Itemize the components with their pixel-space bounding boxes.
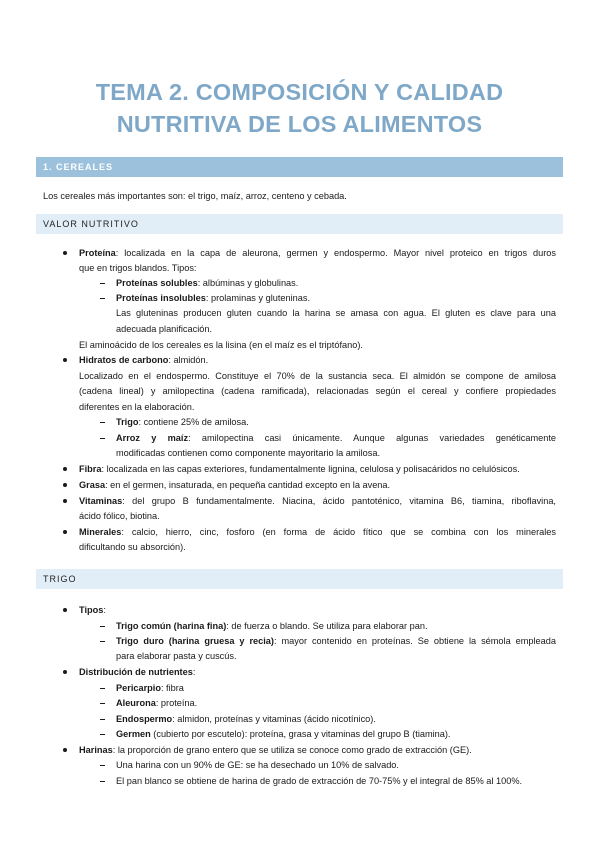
- list-item-tipos: Tipos:: [79, 605, 106, 615]
- gluten-text-cont: adecuada planificación.: [116, 324, 213, 334]
- list-item-distribucion: Distribución de nutrientes:: [79, 667, 196, 677]
- list-item-minerales: Minerales: calcio, hierro, cinc, fosforo (en forma de ácido fítico que se combina con los minerales: [79, 527, 556, 537]
- bullet-icon: [63, 748, 67, 752]
- sub-item-trigo-comun: Trigo común (harina fina): de fuerza o blando. Se utiliza para elaborar pan.: [116, 621, 428, 631]
- title-line-1: TEMA 2. COMPOSICIÓN Y CALIDAD: [95, 79, 504, 105]
- list-item-text: dificultando su absorción).: [79, 542, 186, 552]
- dash-icon: [100, 703, 105, 704]
- dash-icon: [100, 719, 105, 720]
- section-title: VALOR NUTRITIVO: [43, 219, 139, 229]
- bullet-icon: [63, 670, 67, 674]
- sub-item-arroz-maiz: Arroz y maíz: amilopectina casi únicamente. Aunque algunas variedades genéticamente: [116, 433, 556, 443]
- section-header-valor-nutritivo: [36, 214, 563, 234]
- section-header-cereales: [36, 157, 563, 177]
- bullet-icon: [63, 467, 67, 471]
- list-item-hidratos: Hidratos de carbono: almidón.: [79, 355, 209, 365]
- bullet-icon: [63, 530, 67, 534]
- section-header-trigo: [36, 569, 563, 589]
- list-item-proteina: Proteína: localizada en la capa de aleurona, germen y endospermo. Mayor nivel proteico en trigos duros: [79, 248, 556, 258]
- gluten-text: Las gluteninas producen gluten cuando la harina se amasa con agua. El gluten es clave para una: [116, 308, 556, 318]
- list-item-grasa: Grasa: en el germen, insaturada, en pequeña cantidad excepto en la avena.: [79, 480, 391, 490]
- bullet-icon: [63, 358, 67, 362]
- sub-item-pan-blanco: El pan blanco se obtiene de harina de grado de extracción de 70-75% y el integral de 85% al 100%.: [116, 776, 523, 786]
- sub-item-pericarpio: Pericarpio: fibra: [116, 683, 184, 693]
- dash-icon: [100, 765, 105, 766]
- dash-icon: [100, 781, 105, 782]
- bullet-icon: [63, 499, 67, 503]
- section-title: TRIGO: [43, 574, 77, 584]
- sub-item-trigo: Trigo: contiene 25% de amilosa.: [116, 417, 249, 427]
- bullet-icon: [63, 251, 67, 255]
- sub-item-harina-90: Una harina con un 90% de GE: se ha desechado un 10% de salvado.: [116, 760, 399, 770]
- dash-icon: [100, 422, 105, 423]
- list-item-harinas: Harinas: la proporción de grano entero que se utiliza se conoce como grado de extracción (GE).: [79, 745, 472, 755]
- sub-item-text: para elaborar pasta y cuscús.: [116, 651, 237, 661]
- section-title: 1. CEREALES: [43, 162, 114, 172]
- list-item-fibra: Fibra: localizada en las capas exteriores, fundamentalmente lignina, celulosa y polisacáridos no celulósicos.: [79, 464, 520, 474]
- sub-item-germen: Germen (cubierto por escutelo): proteína, grasa y vitaminas del grupo B (tiamina).: [116, 729, 451, 739]
- dash-icon: [100, 626, 105, 627]
- sub-item-proteinas-insolubles: Proteínas insolubles: prolaminas y gluteninas.: [116, 293, 311, 303]
- lisina-text: El aminoácido de los cereales es la lisina (en el maíz es el triptófano).: [79, 340, 363, 350]
- sub-item-endospermo: Endospermo: almidon, proteínas y vitaminas (ácido nicotínico).: [116, 714, 376, 724]
- dash-icon: [100, 438, 105, 439]
- dash-icon: [100, 734, 105, 735]
- hidratos-text-2: (cadena lineal) y amilopectina (cadena ramificada), relacionadas según el cereal y confiere propiedades: [79, 386, 556, 396]
- sub-item-proteinas-solubles: Proteínas solubles: albúminas y globulinas.: [116, 278, 299, 288]
- list-item-vitaminas: Vitaminas: del grupo B fundamentalmente. Niacina, ácido pantoténico, vitamina B6, tiamina, riboflavina,: [79, 496, 556, 506]
- list-item-text: ácido fólico, biotina.: [79, 511, 160, 521]
- page-title: [0, 76, 599, 140]
- sub-item-text: modificadas contienen como componente mayoritario la amilosa.: [116, 448, 381, 458]
- dash-icon: [100, 283, 105, 284]
- dash-icon: [100, 298, 105, 299]
- dash-icon: [100, 641, 105, 642]
- list-item-text: que en trigos blandos. Tipos:: [79, 263, 197, 273]
- sub-item-aleurona: Aleurona: proteína.: [116, 698, 198, 708]
- intro-text: Los cereales más importantes son: el trigo, maíz, arroz, centeno y cebada.: [43, 191, 347, 201]
- bullet-icon: [63, 608, 67, 612]
- hidratos-text-3: diferentes en la elaboración.: [79, 402, 195, 412]
- bullet-icon: [63, 483, 67, 487]
- sub-item-trigo-duro: Trigo duro (harina gruesa y recia): mayor contenido en proteínas. Se obtiene la sémola empleada: [116, 636, 556, 646]
- hidratos-text-1: Localizado en el endospermo. Constituye el 70% de la sustancia seca. El almidón se compone de amilosa: [79, 371, 556, 381]
- dash-icon: [100, 688, 105, 689]
- title-line-2: NUTRITIVA DE LOS ALIMENTOS: [116, 111, 483, 137]
